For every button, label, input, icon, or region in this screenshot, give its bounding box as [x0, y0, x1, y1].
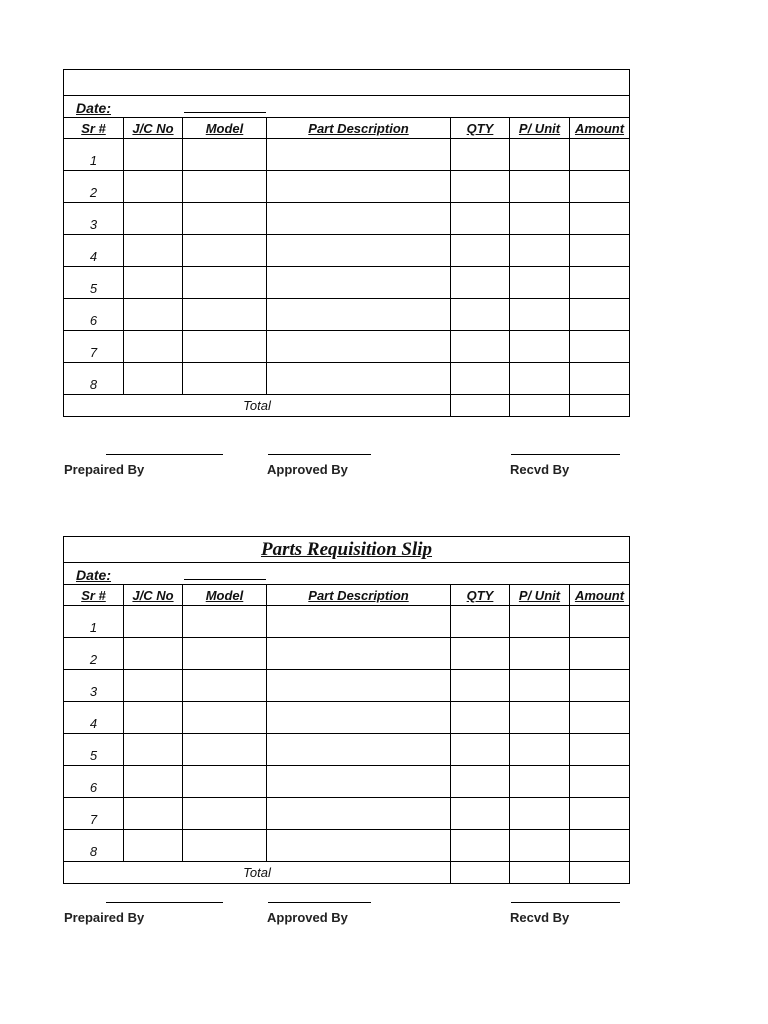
table-row [64, 798, 630, 830]
row-number: 7 [64, 798, 124, 830]
requisition-slip-2 [63, 536, 629, 884]
amount-cell[interactable] [570, 702, 630, 734]
prepared-by-signature-line[interactable] [106, 902, 223, 903]
model-cell[interactable] [183, 203, 267, 235]
col-header-jc-no: J/C No [124, 585, 183, 606]
part-description-cell[interactable] [267, 331, 451, 363]
slip-title [64, 70, 630, 96]
header-row [64, 118, 630, 139]
slip-title: Parts Requisition Slip [64, 537, 630, 563]
part-description-cell[interactable] [267, 830, 451, 862]
table-row [64, 203, 630, 235]
part-description-cell[interactable] [267, 766, 451, 798]
qty-cell[interactable] [451, 830, 510, 862]
model-cell[interactable] [183, 171, 267, 203]
col-header-qty: QTY [451, 118, 510, 139]
date-label: Date: [76, 567, 112, 583]
slip-table [63, 69, 630, 417]
col-header-part-description: Part Description [267, 118, 451, 139]
total-label: Total [64, 395, 451, 417]
row-number: 5 [64, 734, 124, 766]
row-number: 4 [64, 235, 124, 267]
received-by-label: Recvd By [510, 462, 570, 477]
amount-cell[interactable] [570, 299, 630, 331]
table-row [64, 363, 630, 395]
part-description-cell[interactable] [267, 670, 451, 702]
table-row [64, 702, 630, 734]
per-unit-cell[interactable] [510, 670, 570, 702]
table-row [64, 139, 630, 171]
qty-cell[interactable] [451, 299, 510, 331]
model-cell[interactable] [183, 139, 267, 171]
row-number: 8 [64, 830, 124, 862]
table-row [64, 638, 630, 670]
model-cell[interactable] [183, 299, 267, 331]
qty-cell[interactable] [451, 702, 510, 734]
per-unit-cell[interactable] [510, 798, 570, 830]
model-cell[interactable] [183, 363, 267, 395]
amount-cell[interactable] [570, 798, 630, 830]
table-row [64, 670, 630, 702]
per-unit-cell[interactable] [510, 203, 570, 235]
prepared-by-label: Prepaired By [64, 462, 145, 477]
total-row [64, 862, 630, 884]
slip-table [63, 536, 630, 884]
total-per-unit-cell[interactable] [510, 862, 570, 884]
jc-no-cell[interactable] [124, 734, 183, 766]
jc-no-cell[interactable] [124, 606, 183, 638]
row-number: 6 [64, 766, 124, 798]
qty-cell[interactable] [451, 171, 510, 203]
table-row [64, 171, 630, 203]
row-number: 3 [64, 203, 124, 235]
part-description-cell[interactable] [267, 299, 451, 331]
model-cell[interactable] [183, 798, 267, 830]
jc-no-cell[interactable] [124, 331, 183, 363]
part-description-cell[interactable] [267, 203, 451, 235]
jc-no-cell[interactable] [124, 702, 183, 734]
part-description-cell[interactable] [267, 798, 451, 830]
date-label: Date: [76, 100, 112, 116]
model-cell[interactable] [183, 830, 267, 862]
prepared-by-label: Prepaired By [64, 910, 145, 925]
date-field[interactable] [184, 112, 266, 113]
per-unit-cell[interactable] [510, 638, 570, 670]
qty-cell[interactable] [451, 638, 510, 670]
total-qty-cell[interactable] [451, 862, 510, 884]
qty-cell[interactable] [451, 235, 510, 267]
model-cell[interactable] [183, 670, 267, 702]
approved-by-signature-line[interactable] [268, 902, 371, 903]
per-unit-cell[interactable] [510, 235, 570, 267]
table-row [64, 235, 630, 267]
total-label: Total [64, 862, 451, 884]
table-row [64, 606, 630, 638]
qty-cell[interactable] [451, 331, 510, 363]
amount-cell[interactable] [570, 830, 630, 862]
per-unit-cell[interactable] [510, 331, 570, 363]
col-header-sr: Sr # [64, 585, 124, 606]
model-cell[interactable] [183, 638, 267, 670]
per-unit-cell[interactable] [510, 171, 570, 203]
col-header-amount: Amount [570, 118, 630, 139]
part-description-cell[interactable] [267, 606, 451, 638]
received-by-signature-line[interactable] [511, 454, 620, 455]
model-cell[interactable] [183, 235, 267, 267]
total-amount-cell[interactable] [570, 862, 630, 884]
total-qty-cell[interactable] [451, 395, 510, 417]
qty-cell[interactable] [451, 203, 510, 235]
date-row [64, 96, 630, 118]
part-description-cell[interactable] [267, 267, 451, 299]
jc-no-cell[interactable] [124, 203, 183, 235]
col-header-model: Model [183, 585, 267, 606]
row-number: 1 [64, 606, 124, 638]
jc-no-cell[interactable] [124, 235, 183, 267]
total-row [64, 395, 630, 417]
row-number: 1 [64, 139, 124, 171]
per-unit-cell[interactable] [510, 363, 570, 395]
qty-cell[interactable] [451, 363, 510, 395]
table-row [64, 299, 630, 331]
amount-cell[interactable] [570, 766, 630, 798]
qty-cell[interactable] [451, 267, 510, 299]
received-by-signature-line[interactable] [511, 902, 620, 903]
amount-cell[interactable] [570, 139, 630, 171]
part-description-cell[interactable] [267, 139, 451, 171]
table-row [64, 766, 630, 798]
per-unit-cell[interactable] [510, 702, 570, 734]
per-unit-cell[interactable] [510, 139, 570, 171]
jc-no-cell[interactable] [124, 766, 183, 798]
qty-cell[interactable] [451, 798, 510, 830]
jc-no-cell[interactable] [124, 267, 183, 299]
jc-no-cell[interactable] [124, 363, 183, 395]
col-header-per-unit: P/ Unit [510, 585, 570, 606]
jc-no-cell[interactable] [124, 139, 183, 171]
col-header-jc-no: J/C No [124, 118, 183, 139]
prepared-by-signature-line[interactable] [106, 454, 223, 455]
jc-no-cell[interactable] [124, 830, 183, 862]
jc-no-cell[interactable] [124, 638, 183, 670]
amount-cell[interactable] [570, 171, 630, 203]
row-number: 3 [64, 670, 124, 702]
approved-by-signature-line[interactable] [268, 454, 371, 455]
per-unit-cell[interactable] [510, 606, 570, 638]
date-field[interactable] [184, 579, 266, 580]
model-cell[interactable] [183, 766, 267, 798]
amount-cell[interactable] [570, 734, 630, 766]
row-number: 6 [64, 299, 124, 331]
per-unit-cell[interactable] [510, 766, 570, 798]
col-header-model: Model [183, 118, 267, 139]
part-description-cell[interactable] [267, 638, 451, 670]
part-description-cell[interactable] [267, 702, 451, 734]
approved-by-label: Approved By [267, 462, 348, 477]
per-unit-cell[interactable] [510, 299, 570, 331]
amount-cell[interactable] [570, 267, 630, 299]
model-cell[interactable] [183, 267, 267, 299]
col-header-part-description: Part Description [267, 585, 451, 606]
model-cell[interactable] [183, 606, 267, 638]
jc-no-cell[interactable] [124, 670, 183, 702]
part-description-cell[interactable] [267, 235, 451, 267]
total-amount-cell[interactable] [570, 395, 630, 417]
row-number: 7 [64, 331, 124, 363]
jc-no-cell[interactable] [124, 171, 183, 203]
qty-cell[interactable] [451, 670, 510, 702]
model-cell[interactable] [183, 734, 267, 766]
per-unit-cell[interactable] [510, 830, 570, 862]
row-number: 2 [64, 171, 124, 203]
col-header-per-unit: P/ Unit [510, 118, 570, 139]
row-number: 8 [64, 363, 124, 395]
qty-cell[interactable] [451, 606, 510, 638]
amount-cell[interactable] [570, 670, 630, 702]
approved-by-label: Approved By [267, 910, 348, 925]
date-row [64, 563, 630, 585]
header-row [64, 585, 630, 606]
qty-cell[interactable] [451, 734, 510, 766]
amount-cell[interactable] [570, 203, 630, 235]
qty-cell[interactable] [451, 139, 510, 171]
requisition-slip-1 [63, 69, 629, 417]
model-cell[interactable] [183, 331, 267, 363]
total-per-unit-cell[interactable] [510, 395, 570, 417]
qty-cell[interactable] [451, 766, 510, 798]
part-description-cell[interactable] [267, 171, 451, 203]
row-number: 4 [64, 702, 124, 734]
model-cell[interactable] [183, 702, 267, 734]
row-number: 5 [64, 267, 124, 299]
table-row [64, 830, 630, 862]
part-description-cell[interactable] [267, 363, 451, 395]
amount-cell[interactable] [570, 363, 630, 395]
col-header-sr: Sr # [64, 118, 124, 139]
amount-cell[interactable] [570, 331, 630, 363]
part-description-cell[interactable] [267, 734, 451, 766]
row-number: 2 [64, 638, 124, 670]
col-header-qty: QTY [451, 585, 510, 606]
amount-cell[interactable] [570, 638, 630, 670]
per-unit-cell[interactable] [510, 734, 570, 766]
amount-cell[interactable] [570, 606, 630, 638]
table-row [64, 331, 630, 363]
amount-cell[interactable] [570, 235, 630, 267]
jc-no-cell[interactable] [124, 798, 183, 830]
jc-no-cell[interactable] [124, 299, 183, 331]
col-header-amount: Amount [570, 585, 630, 606]
per-unit-cell[interactable] [510, 267, 570, 299]
table-row [64, 734, 630, 766]
received-by-label: Recvd By [510, 910, 570, 925]
table-row [64, 267, 630, 299]
